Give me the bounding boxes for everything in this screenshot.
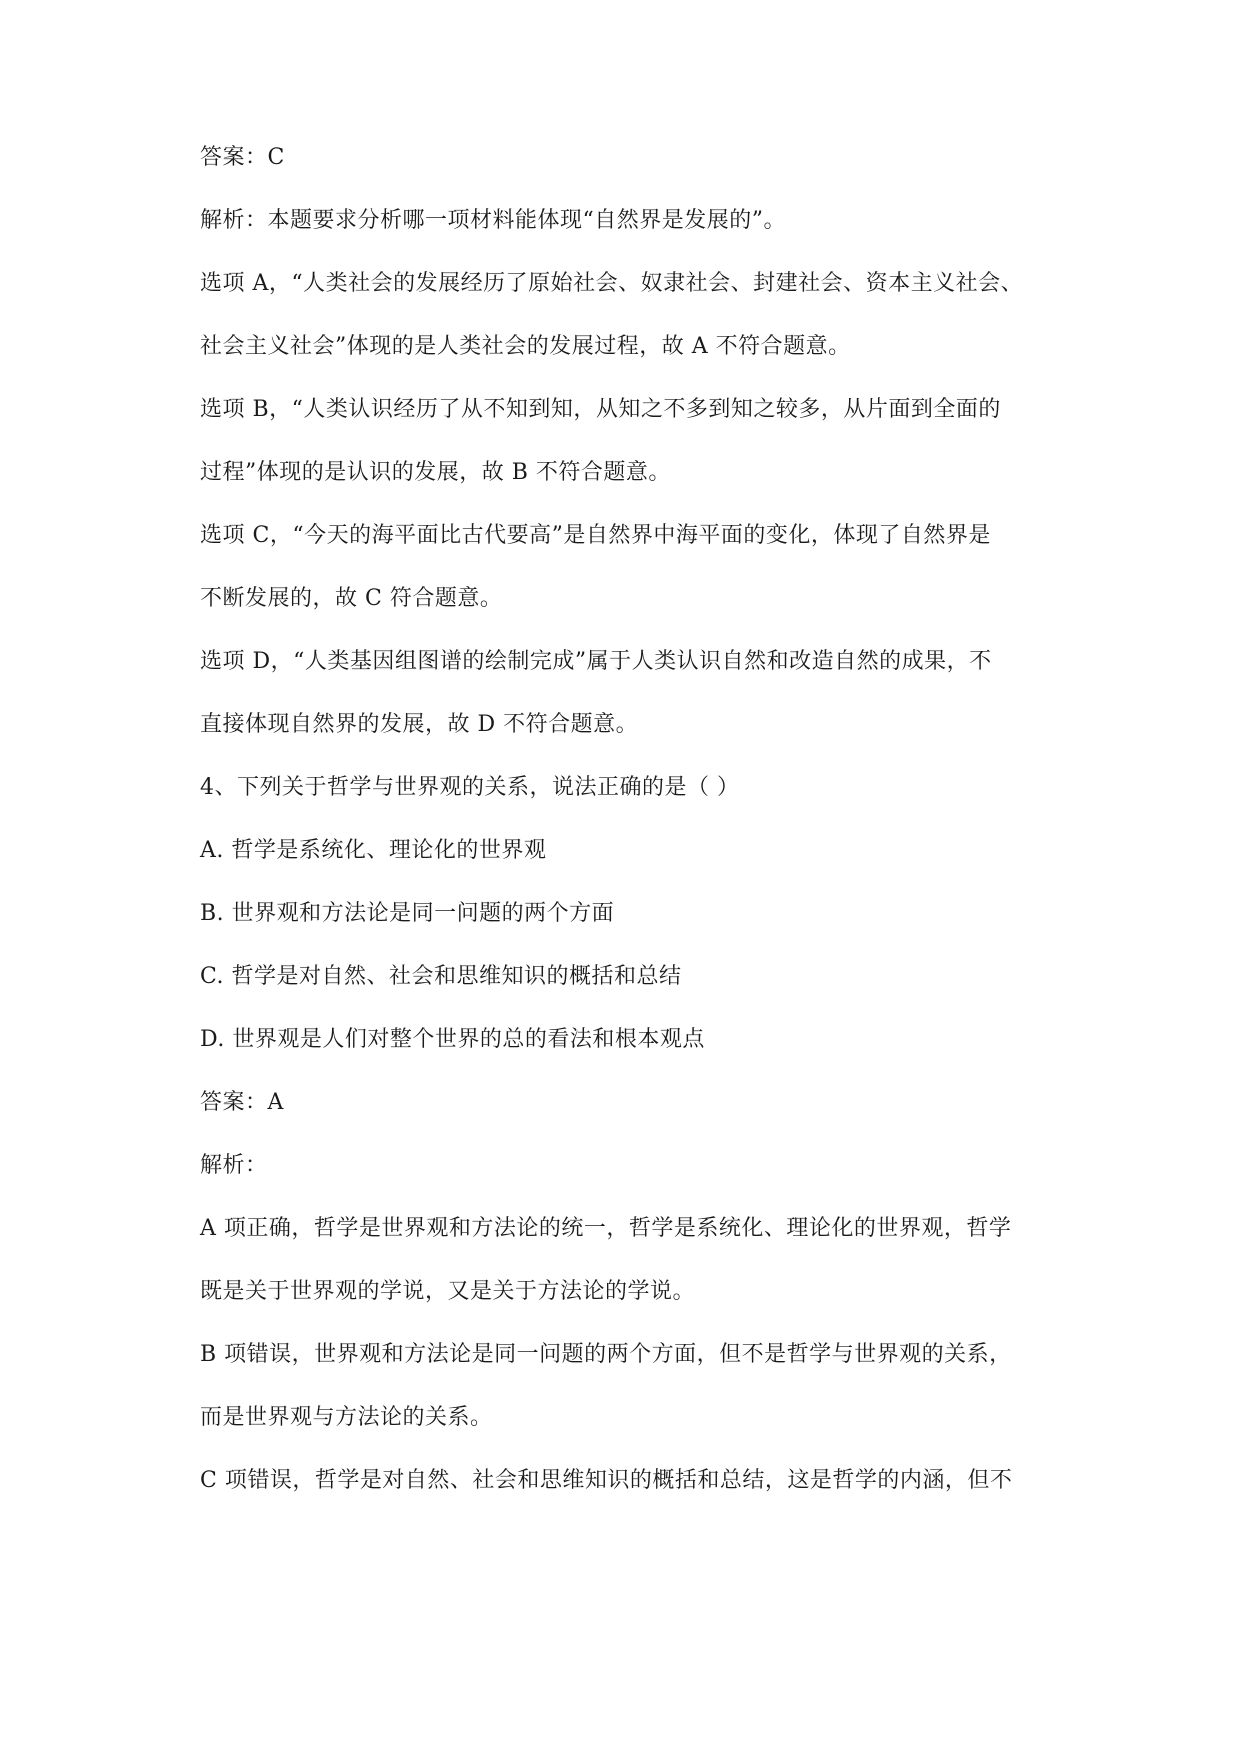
option-b-analysis-line: 过程”体现的是认识的发展，故 B 不符合题意。: [200, 460, 671, 485]
analysis-heading: 解析：: [200, 1153, 268, 1178]
choice-a: A. 哲学是系统化、理论化的世界观: [200, 838, 547, 863]
option-c-analysis-line: 选项 C，“今天的海平面比古代要高”是自然界中海平面的变化，体现了自然界是: [200, 523, 991, 548]
item-a-analysis-line: 既是关于世界观的学说，又是关于方法论的学说。: [200, 1279, 696, 1304]
choice-d: D. 世界观是人们对整个世界的总的看法和根本观点: [200, 1027, 705, 1052]
option-b-analysis-line: 选项 B，“人类认识经历了从不知到知，从知之不多到知之较多，从片面到全面的: [200, 397, 1001, 422]
option-d-analysis-line: 选项 D，“人类基因组图谱的绘制完成”属于人类认识自然和改造自然的成果，不: [200, 649, 992, 674]
option-a-analysis-line: 社会主义社会”体现的是人类社会的发展过程，故 A 不符合题意。: [200, 334, 851, 359]
document-body: [200, 143, 1100, 1529]
item-b-analysis-line: B 项错误，世界观和方法论是同一问题的两个方面，但不是哲学与世界观的关系，: [200, 1342, 1012, 1367]
option-c-analysis-line: 不断发展的，故 C 符合题意。: [200, 586, 503, 611]
item-b-analysis-line: 而是世界观与方法论的关系。: [200, 1405, 493, 1430]
analysis-line: 解析：本题要求分析哪一项材料能体现“自然界是发展的”。: [200, 208, 786, 233]
choice-c: C. 哲学是对自然、社会和思维知识的概括和总结: [200, 964, 682, 989]
choice-b: B. 世界观和方法论是同一问题的两个方面: [200, 901, 615, 926]
answer-line: 答案：A: [200, 1090, 284, 1115]
option-d-analysis-line: 直接体现自然界的发展，故 D 不符合题意。: [200, 712, 639, 737]
answer-line: 答案：C: [200, 145, 285, 170]
question-line: 4、下列关于哲学与世界观的关系，说法正确的是（ ）: [200, 775, 740, 800]
option-a-analysis-line: 选项 A，“人类社会的发展经历了原始社会、奴隶社会、封建社会、资本主义社会、: [200, 271, 1024, 296]
item-c-analysis-line: C 项错误，哲学是对自然、社会和思维知识的概括和总结，这是哲学的内涵，但不: [200, 1468, 1013, 1493]
item-a-analysis-line: A 项正确，哲学是世界观和方法论的统一，哲学是系统化、理论化的世界观，哲学: [200, 1216, 1012, 1241]
